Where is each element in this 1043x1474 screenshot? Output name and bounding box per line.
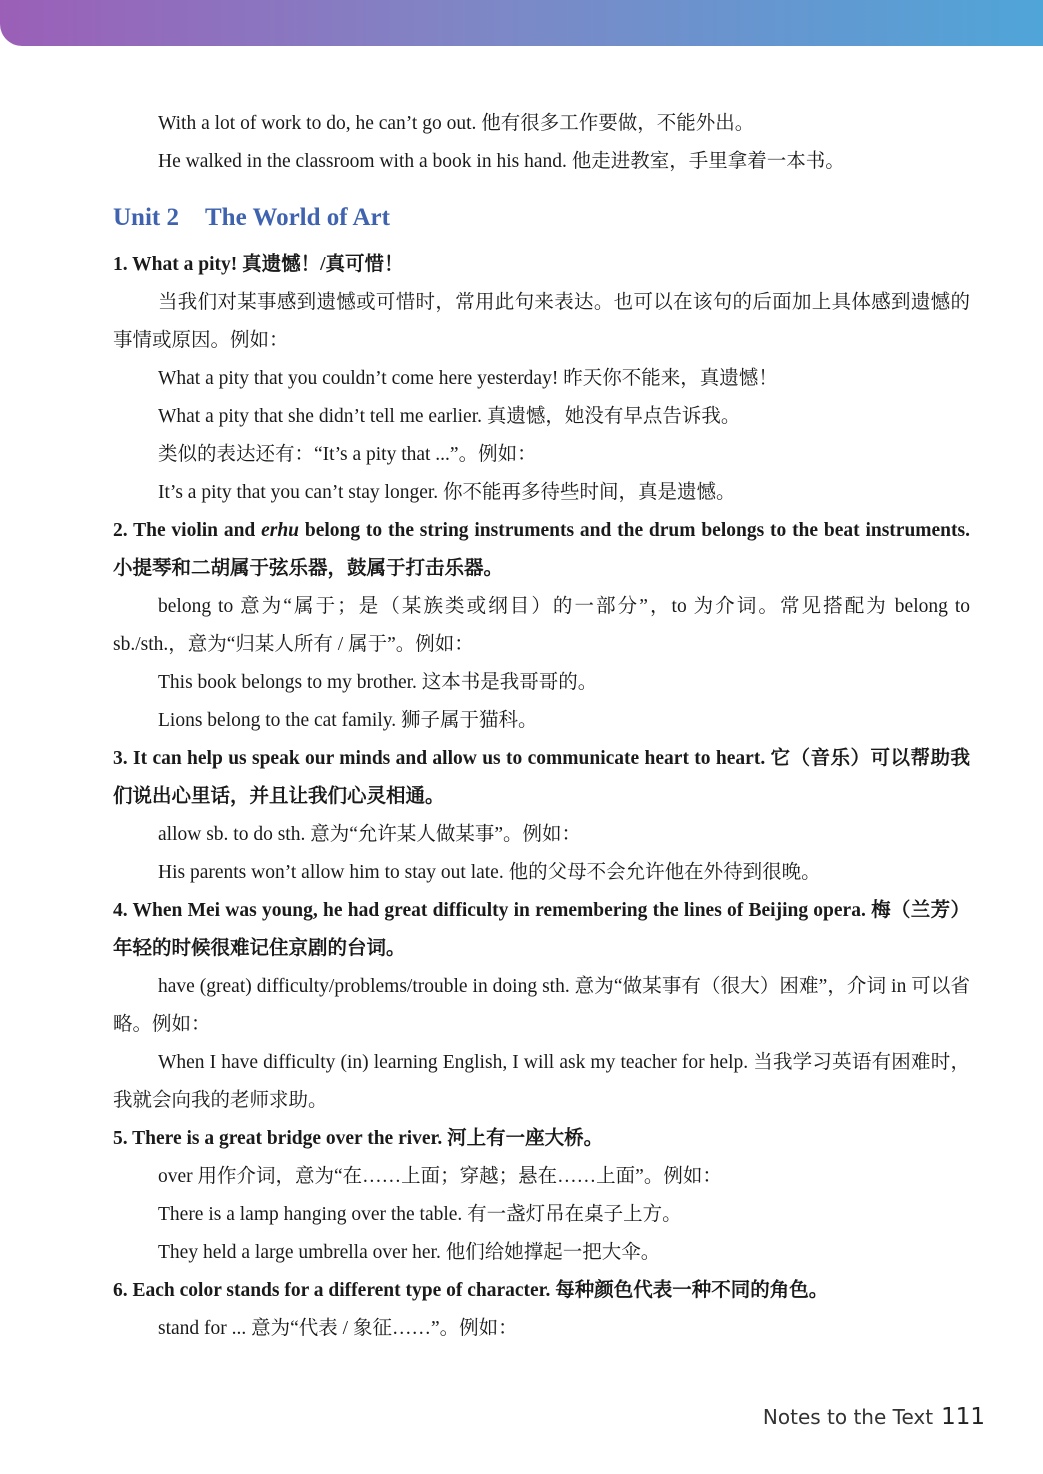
note-explanation: belong to 意为“属于；是（某族类或纲目）的一部分”，to 为介词。常见搭配为 belong to sb./sth.，意为“归某人所有 / 属于”。例如：	[113, 596, 970, 655]
note-heading-5: 5. There is a great bridge over the river. 河上有一座大桥。	[113, 1128, 604, 1149]
note-explanation: over 用作介词，意为“在……上面；穿越；悬在……上面”。例如：	[158, 1166, 722, 1187]
footer-section-title: Notes to the Text	[762, 1405, 934, 1429]
example-sentence: What a pity that she didn’t tell me earlier. 真遗憾，她没有早点告诉我。	[158, 406, 741, 427]
note-explanation: allow sb. to do sth. 意为“允许某人做某事”。例如：	[158, 824, 582, 845]
note-heading-3: 3. It can help us speak our minds and allow us to communicate heart to heart. 它（音乐）可以帮助我们说出心里话，并且让我们心灵相通。	[113, 748, 970, 807]
example-sentence: This book belongs to my brother. 这本书是我哥哥的。	[158, 672, 598, 693]
example-sentence: Lions belong to the cat family. 狮子属于猫科。	[158, 710, 538, 731]
example-sentence: They held a large umbrella over her. 他们给她撑起一把大伞。	[158, 1242, 661, 1263]
note-heading-text: belong to the string instruments and the drum belongs to the beat instruments. 小提琴和二胡属于弦乐器，鼓属于打击乐器。	[113, 520, 970, 579]
unit-title: The World of Art	[204, 204, 390, 231]
example-sentence: With a lot of work to do, he can’t go out. 他有很多工作要做，不能外出。	[158, 113, 755, 134]
example-sentence: There is a lamp hanging over the table. 有一盏灯吊在桌子上方。	[158, 1204, 682, 1225]
note-explanation: 当我们对某事感到遗憾或可惜时，常用此句来表达。也可以在该句的后面加上具体感到遗憾的事情或原因。例如：	[113, 292, 970, 351]
unit-label: Unit 2	[113, 204, 179, 231]
unit-heading	[113, 199, 970, 237]
example-sentence: What a pity that you couldn’t come here yesterday! 昨天你不能来，真遗憾！	[158, 368, 778, 389]
note-heading-2	[113, 512, 970, 588]
header-gradient-bar	[0, 0, 1043, 46]
page-number: 111	[941, 1404, 985, 1430]
note-heading-1: 1. What a pity! 真遗憾！/真可惜！	[113, 254, 404, 275]
example-sentence: He walked in the classroom with a book in his hand. 他走进教室，手里拿着一本书。	[158, 151, 845, 172]
page-content	[113, 105, 970, 1348]
example-sentence: When I have difficulty (in) learning English, I will ask my teacher for help. 当我学习英语有困难时，我就会向我的老师求助。	[113, 1052, 970, 1111]
note-explanation: 类似的表达还有：“It’s a pity that ...”。例如：	[158, 444, 537, 465]
note-heading-6: 6. Each color stands for a different type of character. 每种颜色代表一种不同的角色。	[113, 1280, 829, 1301]
example-sentence: It’s a pity that you can’t stay longer. 你不能再多待些时间，真是遗憾。	[158, 482, 736, 503]
example-sentence: His parents won’t allow him to stay out late. 他的父母不会允许他在外待到很晚。	[158, 862, 821, 883]
note-heading-text: 2. The violin and	[113, 520, 262, 541]
note-explanation: stand for ... 意为“代表 / 象征……”。例如：	[158, 1318, 518, 1339]
note-explanation: have (great) difficulty/problems/trouble in doing sth. 意为“做某事有（很大）困难”，介词 in 可以省略。例如：	[113, 976, 970, 1035]
page-footer	[763, 1404, 985, 1430]
note-heading-4: 4. When Mei was young, he had great difficulty in remembering the lines of Beijing opera. 梅（兰芳）年轻的时候很难记住京剧的台词。	[113, 900, 970, 959]
note-heading-italic: erhu	[261, 520, 300, 541]
